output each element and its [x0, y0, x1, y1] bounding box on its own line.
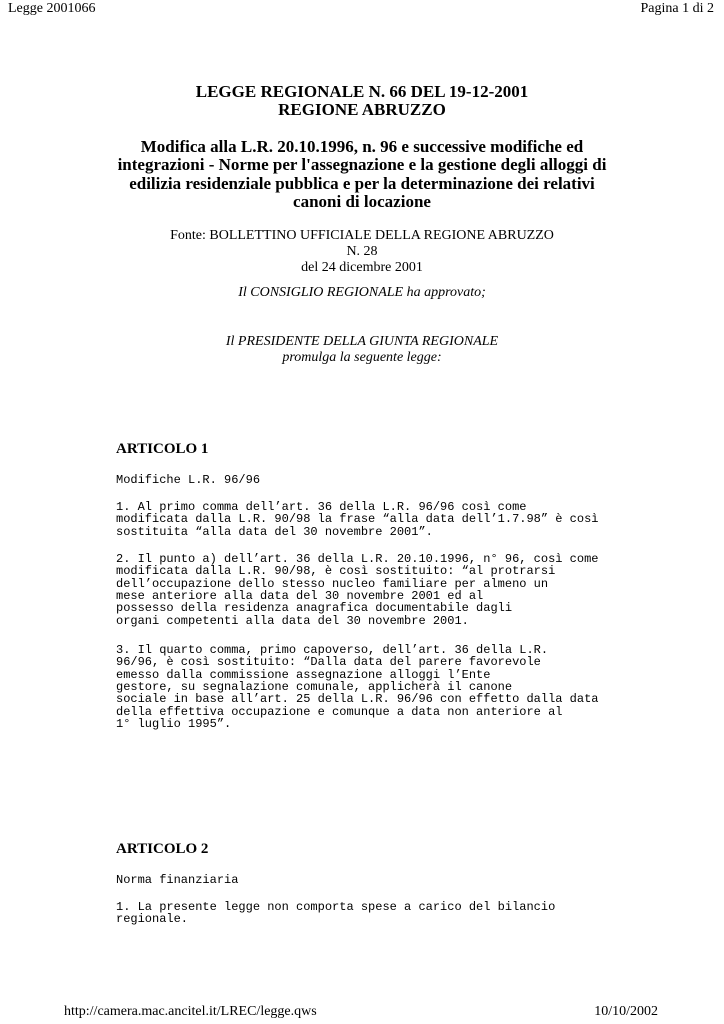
source-line-1: Fonte: BOLLETTINO UFFICIALE DELLA REGIONE ABRUZZO — [170, 228, 554, 243]
source-line-2: N. 28 — [346, 244, 378, 259]
article-subject: Modifiche L.R. 96/96 — [116, 473, 261, 487]
page-header-title: Legge 2001066 — [8, 1, 96, 16]
article-paragraph: 2. Il punto a) dell’art. 36 della L.R. 20.10.1996, n° 96, così come modificata dalla L.R. 90/98, è così sostituito: “al protrarsi dell’occupazione dello stesso nucleo familiare per almeno un mese anteriore alla data del 30 novembre 2001 ed al possesso della residenza anagrafica documentabile dagli organi competenti alla data del 30 novembre 2001. — [116, 552, 599, 628]
article-paragraph: 1. La presente legge non comporta spese a carico del bilancio regionale. — [116, 900, 556, 927]
law-subject-line-4: canoni di locazione — [293, 192, 431, 211]
approval-statement: Il CONSIGLIO REGIONALE ha approvato; — [238, 285, 486, 300]
article-heading: ARTICOLO 1 — [116, 441, 209, 457]
law-subject-line-1: Modifica alla L.R. 20.10.1996, n. 96 e successive modifiche ed — [140, 137, 584, 156]
law-subject-line-3: edilizia residenziale pubblica e per la determinazione dei relativi — [129, 174, 595, 193]
promulgation-line: promulga la seguente legge: — [282, 350, 442, 365]
print-date: 10/10/2002 — [594, 1004, 658, 1019]
article-heading: ARTICOLO 2 — [116, 841, 209, 857]
region-title: REGIONE ABRUZZO — [278, 100, 446, 119]
president-line: Il PRESIDENTE DELLA GIUNTA REGIONALE — [225, 334, 499, 349]
article-subject: Norma finanziaria — [116, 873, 239, 887]
law-subject-line-2: integrazioni - Norme per l'assegnazione e la gestione degli alloggi di — [117, 155, 607, 174]
page-number: Pagina 1 di 2 — [640, 1, 714, 16]
source-url: http://camera.mac.ancitel.it/LREC/legge.qws — [64, 1004, 317, 1019]
source-line-3: del 24 dicembre 2001 — [301, 260, 423, 275]
article-paragraph: 3. Il quarto comma, primo capoverso, dell’art. 36 della L.R. 96/96, è così sostituito: “Dalla data del parere favorevole emesso dalla commissione assegnazione alloggi l’Ente gestore, su segnalazione comunale, applicherà il canone sociale in base all’art. 25 della L.R. 96/96 con effetto dalla data della effettiva occupazione e comunque a data non anteriore al 1° luglio 1995”. — [116, 643, 599, 732]
law-title: LEGGE REGIONALE N. 66 DEL 19-12-2001 — [195, 82, 529, 101]
article-paragraph: 1. Al primo comma dell’art. 36 della L.R. 96/96 così come modificata dalla L.R. 90/98 la frase “alla data dell’1.7.98” è così sostituita “alla data del 30 novembre 2001”. — [116, 500, 599, 539]
